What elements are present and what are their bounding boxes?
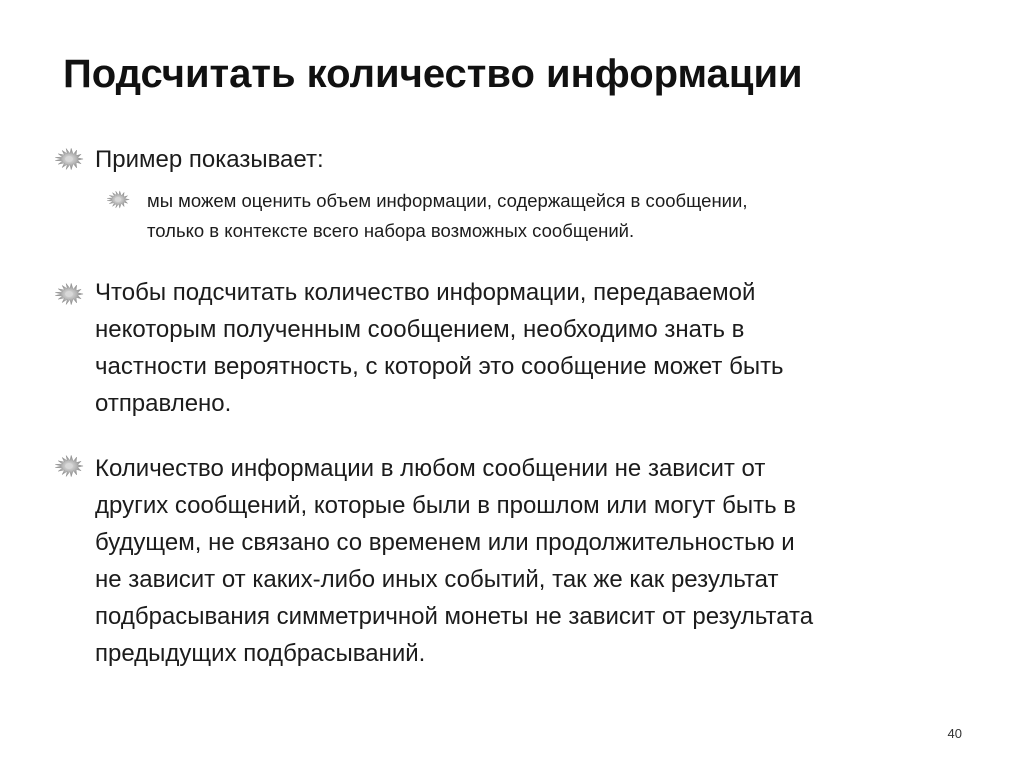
- bullet-line: предыдущих подбрасываний.: [95, 640, 426, 667]
- bullet-line: отправлено.: [95, 390, 232, 417]
- bullet-line: других сообщений, которые были в прошлом или могут быть в: [95, 492, 797, 519]
- spiky-flower-bullet-icon: [54, 454, 84, 478]
- bullet-line: не зависит от каких-либо иных событий, так же как результат: [95, 566, 779, 593]
- bullet-text: [95, 450, 813, 672]
- spiky-flower-bullet-icon: [106, 190, 130, 209]
- page-number: 40: [947, 726, 962, 741]
- bullet-line: некоторым полученным сообщением, необходимо знать в: [95, 316, 745, 343]
- spiky-flower-bullet-icon: [54, 147, 84, 171]
- bullet-line: Пример показывает:: [95, 146, 324, 173]
- bullet-line: будущем, не связано со временем или продолжительностью и: [95, 529, 795, 556]
- sub-bullet-text: [147, 186, 747, 246]
- bullet-text: [95, 274, 784, 422]
- bullet-line: Количество информации в любом сообщении не зависит от: [95, 455, 766, 482]
- spiky-flower-bullet-icon: [54, 282, 84, 306]
- bullet-line: только в контексте всего набора возможных сообщений.: [147, 220, 635, 241]
- bullet-line: мы можем оценить объем информации, содержащейся в сообщении,: [147, 190, 748, 211]
- bullet-text: [95, 141, 324, 178]
- bullet-line: Чтобы подсчитать количество информации, передаваемой: [95, 279, 756, 306]
- bullet-line: подбрасывания симметричной монеты не зависит от результата: [95, 603, 814, 630]
- bullet-line: частности вероятность, с которой это сообщение может быть: [95, 353, 784, 380]
- slide-title: Подсчитать количество информации: [63, 52, 803, 96]
